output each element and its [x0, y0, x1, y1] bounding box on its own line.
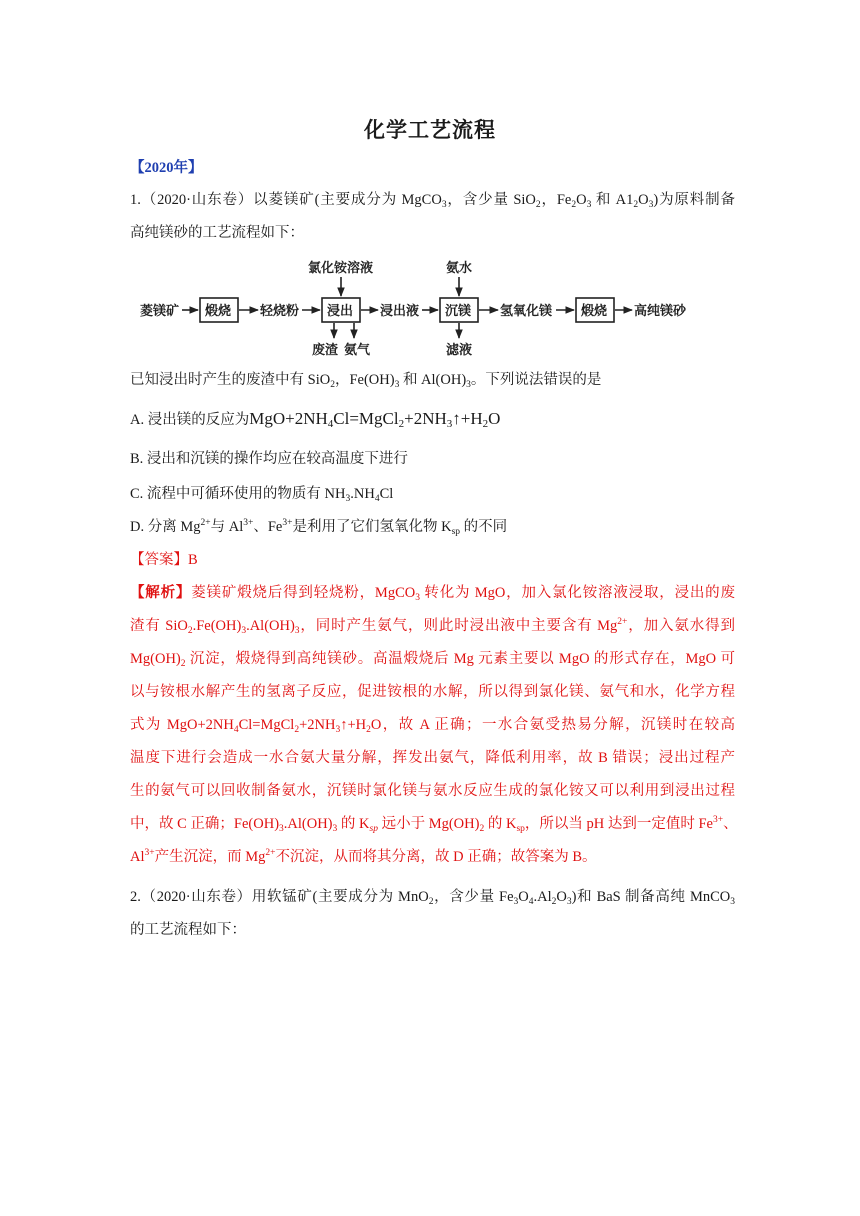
q1-analysis-line-4: 以与铵根水解产生的氢离子反应，促进铵根的水解，所以得到氯化镁、氨气和水，化学方程 — [130, 684, 735, 700]
flow-output-filtrate: 滤液 — [446, 343, 473, 358]
flow-node-leach: 浸出 — [327, 304, 354, 319]
q1-stem-line-1: 1.（2020·山东卷）以菱镁矿(主要成分为 MgCO$_3$，含少量 SiO$_2$，$Fe_2O_3$ 和 $A1_2O_3$)为原料制备 — [130, 192, 735, 210]
q1-analysis-line-8: 中，故 C 正确；$Fe(OH)_3.Al(OH)_3$ 的 $K_{sp}$ 远小于 $Mg(OH)_2$ 的 $K_{sp}$，所以当 pH 达到一定值时 $Fe^{3+}$、 — [130, 815, 738, 834]
q1-option-b: B. 浸出和沉镁的操作均应在较高温度下进行 — [130, 451, 408, 467]
flow-node-light-powder: 轻烧粉 — [260, 304, 300, 319]
q1-analysis-line-6: 温度下进行会造成一水合氨大量分解，挥发出氨气，降低利用率，故 B 错误；浸出过程产 — [130, 750, 735, 766]
q2-stem-line-1: 2.（2020·山东卷）用软锰矿(主要成分为 MnO$_2$，含少量 $Fe_3O_4.Al_2O_3$)和 BaS 制备高纯 MnCO$_3$ — [130, 889, 735, 907]
flow-node-leachate: 浸出液 — [380, 304, 420, 319]
q1-analysis-line-2: 渣有 $SiO_2.Fe(OH)_3.Al(OH)_3$，同时产生氨气，则此时浸出液中主要含有 $Mg^{2+}$，加入氨水得到 — [130, 617, 735, 636]
q1-stem-line-2: 高纯镁砂的工艺流程如下： — [130, 225, 304, 241]
flow-node-raw-ore: 菱镁矿 — [140, 304, 180, 319]
flow-output-waste-residue: 废渣 — [312, 343, 339, 358]
q1-answer: 【答案】B — [130, 552, 198, 568]
flow-node-calcine-2: 煅烧 — [581, 304, 608, 319]
q1-analysis-line-5: 式为 $MgO+2NH_4Cl=MgCl_2+2NH_3↑+H_2O$，故 A 正确；一水合氨受热易分解，沉镁时在较高 — [130, 717, 735, 735]
q1-analysis-line-9: $Al^{3+}$产生沉淀，而 $Mg^{2+}$不沉淀，从而将其分离，故 D 正确；故答案为 B。 — [130, 848, 597, 865]
q1-analysis-line-7: 生的氨气可以回收制备氨水，沉镁时氯化镁与氨水反应生成的氯化铵又可以利用到浸出过程 — [130, 783, 735, 799]
q2-stem-line-2: 的工艺流程如下： — [130, 922, 246, 938]
q1-option-a: A. 浸出镁的反应为$MgO+2NH_4Cl=MgCl_2+2NH_3↑+H_2O$ — [130, 409, 501, 430]
flow-node-calcine-1: 煅烧 — [205, 304, 232, 319]
page-title: 化学工艺流程 — [364, 118, 496, 142]
flow-input-nh4cl: 氯化铵溶液 — [308, 261, 374, 276]
q1-given-info: 已知浸出时产生的废渣中有 SiO$_2$，$Fe(OH)_3$ 和 $Al(OH)_3$。下列说法错误的是 — [130, 372, 602, 390]
q1-option-c: C. 流程中可循环使用的物质有 $NH_3.NH_4Cl$ — [130, 486, 394, 504]
flow-node-product: 高纯镁砂 — [634, 304, 687, 319]
process-flow-diagram — [130, 254, 730, 364]
flow-output-ammonia-gas: 氨气 — [344, 343, 371, 358]
q1-analysis-line-3: $Mg(OH)_2$ 沉淀，煅烧得到高纯镁砂。高温煅烧后 Mg 元素主要以 MgO 的形式存在，MgO 可 — [130, 651, 735, 669]
flow-node-precipitate: 沉镁 — [445, 304, 472, 319]
year-heading: 【2020年】 — [130, 160, 203, 176]
flow-node-mg-hydroxide: 氢氧化镁 — [500, 304, 553, 319]
q1-option-d: D. 分离 $Mg^{2+}$与 $Al^{3+}$、$Fe^{3+}$是利用了它们氢氧化物 $K_{sp}$ 的不同 — [130, 518, 508, 537]
q1-analysis-line-1: 【解析】菱镁矿煅烧后得到轻烧粉，MgCO$_3$ 转化为 MgO，加入氯化铵溶液浸取，浸出的废 — [130, 585, 735, 603]
flow-input-ammonia-water: 氨水 — [446, 261, 473, 276]
